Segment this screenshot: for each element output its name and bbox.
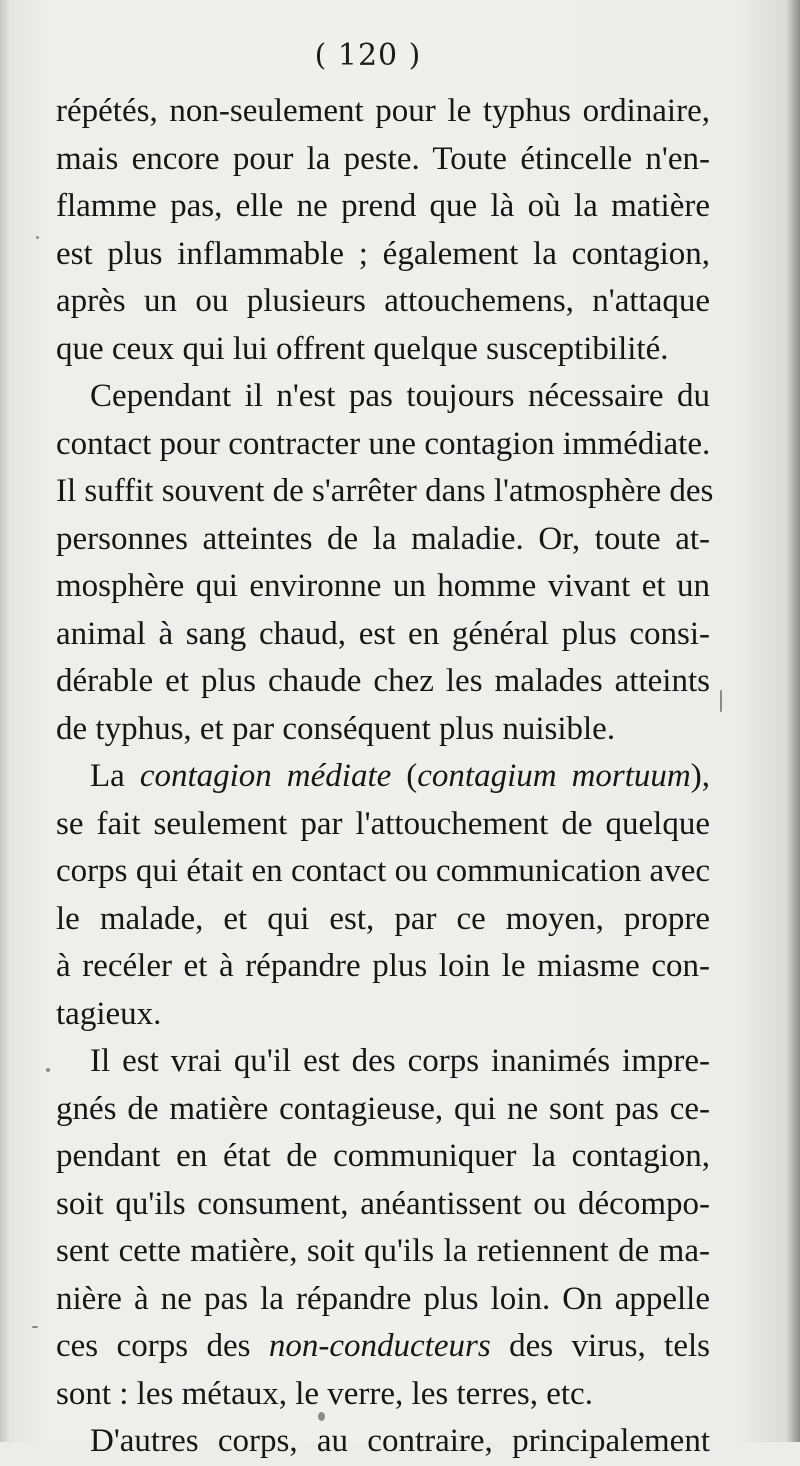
text-segment: animal à sang chaud, est en général plus consi-: [56, 615, 710, 652]
text-line: [56, 231, 710, 279]
text-segment: mais encore pour la peste. Toute étincelle n'en-: [56, 140, 710, 177]
text-line: [56, 1086, 710, 1134]
text-segment: des virus, tels: [490, 1328, 710, 1364]
text-segment: mosphère qui environne un homme vivant et un: [56, 568, 710, 604]
text-segment: (: [391, 758, 418, 794]
text-line: [56, 516, 710, 564]
text-line: [56, 1133, 710, 1181]
text-line: [56, 991, 710, 1039]
text-segment: D'autres corps, au contraire, principalement: [90, 1423, 710, 1459]
page-right-shadow: [786, 0, 800, 1442]
text-line: [56, 753, 710, 801]
text-line: [56, 801, 710, 849]
text-segment: se fait seulement par l'attouchement de quelque: [56, 805, 710, 842]
page-number-header: ( 120 ): [314, 38, 422, 73]
text-line: [56, 326, 710, 374]
body-text: [56, 88, 714, 1466]
text-segment: flamme pas, elle ne prend que là où la matière: [56, 188, 710, 224]
text-line: [56, 896, 710, 944]
text-segment: ),: [690, 758, 711, 794]
text-segment: le malade, et qui est, par ce moyen, propre: [56, 900, 710, 937]
scan-speck: [720, 690, 722, 712]
text-line: [56, 1228, 710, 1276]
text-segment: La: [90, 758, 140, 794]
text-line: [56, 563, 710, 611]
text-segment: Il est vrai qu'il est des corps inanimés impre-: [90, 1043, 710, 1079]
text-segment: répétés, non-seulement pour le typhus ordinaire,: [56, 93, 710, 129]
text-segment: soit qu'ils consument, anéantissent ou décompo-: [56, 1185, 710, 1222]
scan-speck: [36, 236, 39, 239]
text-segment: sont : les métaux, le verre, les terres, etc.: [56, 1375, 593, 1412]
text-segment: dérable et plus chaude chez les malades atteints: [56, 663, 710, 699]
italic-text: contagion médiate: [139, 758, 392, 794]
text-segment: personnes atteintes de la maladie. Or, toute at-: [56, 520, 710, 557]
text-segment: tagieux.: [56, 995, 162, 1032]
text-segment: à recéler et à répandre plus loin le miasme con-: [56, 948, 710, 984]
text-line: [56, 1181, 710, 1229]
text-line: [56, 421, 710, 469]
text-line: [56, 943, 710, 991]
text-segment: contact pour contracter une contagion immédiate.: [56, 425, 711, 462]
text-segment: sent cette matière, soit qu'ils la retiennent de ma-: [56, 1233, 710, 1269]
text-segment: corps qui était en contact ou communication avec: [56, 853, 710, 889]
text-line: [56, 1038, 710, 1086]
text-segment: est plus inflammable ; également la contagion,: [56, 235, 710, 272]
text-line: [56, 88, 710, 136]
text-segment: pendant en état de communiquer la contagion,: [56, 1138, 710, 1174]
text-line: [56, 1323, 710, 1371]
text-segment: après un ou plusieurs attouchemens, n'attaque: [56, 283, 710, 319]
text-segment: gnés de matière contagieuse, qui ne sont pas ce-: [56, 1090, 710, 1127]
italic-text: non-conducteurs: [268, 1328, 491, 1364]
page-left-shadow: [0, 0, 10, 1442]
scan-speck: [46, 1068, 50, 1072]
italic-text: contagium mortuum: [417, 758, 691, 794]
text-line: [56, 373, 710, 421]
scan-speck: [318, 1412, 325, 1421]
text-line: [56, 1276, 710, 1324]
text-line: [56, 706, 710, 754]
text-segment: Cependant il n'est pas toujours nécessaire du: [90, 378, 710, 414]
text-line: [56, 611, 710, 659]
text-line: [56, 183, 710, 231]
text-line: [56, 1371, 710, 1419]
scan-speck: [32, 1326, 38, 1328]
text-segment: que ceux qui lui offrent quelque susceptibilité.: [56, 330, 669, 367]
text-segment: Il suffit souvent de s'arrêter dans l'atmosphère des: [56, 473, 714, 509]
text-line: [56, 278, 710, 326]
text-line: [56, 848, 710, 896]
text-segment: nière à ne pas la répandre plus loin. On appelle: [56, 1280, 710, 1317]
text-segment: de typhus, et par conséquent plus nuisible.: [56, 710, 616, 747]
text-line: [56, 658, 710, 706]
text-line: [56, 136, 710, 184]
text-segment: ces corps des: [56, 1328, 269, 1364]
text-line: [56, 468, 714, 516]
